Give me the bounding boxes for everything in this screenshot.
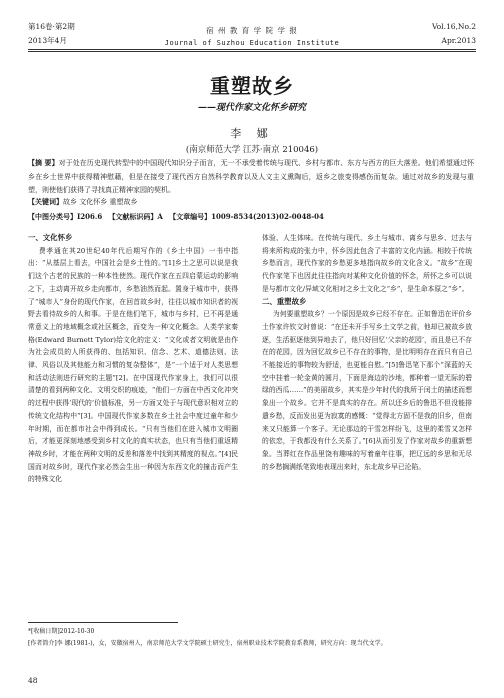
header-rule	[28, 49, 476, 50]
paragraph: 费孝通在其20世纪40年代后期写作的《乡土中国》一书中指出：“从基层上看去，中国社会是乡土性的。”[1]乡土之思可以说是我们这个古老的民族的一种本性使然。现代作家在五四启蒙运动的影响之下，主动离开故乡走向都市，乡愁油然而起。置身于城市中，获得了“城市人”身份的现代作家，在回首故乡时，往往以城市知识者的视野去看待故乡的人和事。于是在他们笔下，城市与乡村，已不再是通常意义上的地域概念或社区概念，而变为一种文化概念。人类学家秦格(Edward Burnett Tylor)给文化的定义：“文化或者文明就是由作为社会成员的人所获得的、包括知识、信念、艺术、道德法则、法律、风俗以及其他能力和习惯的复杂整体”，是“一个适于对人类思想和活动法则进行研究的主题”[2]。在中国现代作家身上，我们可以很清楚的看到两种文化、文明交织的痕迹，“他们一方面在中西文化冲突的过程中获得‘现代的’价值标准，另一方面又处于与现代意识相对立的传统文化结构中”[3]。中国现代作家多数在乡土社会中度过童年和少年时期，而在都市社会中得到成长。“只有当他们在进入城市文明圈后，才能更深刻地感受到乡村文化的真实状态，也只有当他们重返精神故乡时，才能在两种文明的反差和落差中找到其精度的视点。”[4]民国而对故乡时，现代作家必然会生出一种因为东西文化的撞击而产生的特殊文化	[28, 246, 238, 484]
abstract-label: 【摘 要】	[28, 158, 59, 167]
keywords-label: 【关键词】	[28, 197, 63, 206]
clc-number: 【中图分类号】I206.6	[28, 212, 103, 221]
paragraph: 为何要重塑故乡？一个原因是故乡已经不存在。正如鲁迅在评价乡土作家许钦文时曾说：“在还未开手写乡土文学之前，他却已被故乡放逐，生活驱逐他到异地去了，他只好回忆‘父亲的花园’，而且是已不存在的花园，因为回忆故乡已不存在的事物，是比明明存在而只有自己不能接近的事物较为舒适，也更能自慰。”[5]鲁迅笔下那个“深蓝的天空中挂着一轮金黄的圆月，下面是海边的沙地，都种着一望无际的碧绿的西瓜……”的美丽故乡，其实是少年时代的我所于闰土的描述而想象出一个故乡。它并不是真实的存在。所以还乡后的鲁迅不但没能排遣乡愁，反而发出更为寂寞的感慨：“觉得北方固不是我的旧乡，但南来又只能算一个客子。无论那边的干雪怎样纷飞，这里的柔雪又怎样的依恋，于我都没有什么关系了。”[6]从而引发了作家对故乡的重新想象。当葬红在作品里饶有趣味的写着童年往事，把辽远的乡思和无尽的乡愁搁满纸笔致地表现出来时，东北故乡早已沦陷。	[262, 310, 472, 471]
keywords-text: 故乡 文化怀乡 重塑故乡	[63, 198, 138, 206]
article-subtitle: ——现代作家文化怀乡研究	[197, 103, 306, 113]
abstract	[28, 156, 474, 198]
journal-name-cn: 宿 州 教 育 学 院 学 报	[206, 26, 298, 35]
footnote-rule	[28, 622, 178, 623]
volume-label: Vol.16,No.2	[431, 22, 476, 31]
classification	[28, 210, 474, 224]
abstract-text: 对于处在历史现代转型中的中国现代知识分子而言，无一不承受着传统与现代、乡村与都市、东方与西方的巨大落差。他们希望通过怀乡在乡土世界中获得精神慰藉，但是在接受了现代西方自然科学教育以及人文主义熏陶后，返乡之旅变得感伤而复杂。通过对故乡的发现与重塑，则使他们获得了寻找真正精神家园的契机。	[28, 159, 474, 194]
date-label: 2013年4月	[28, 36, 67, 45]
right-column	[262, 232, 472, 473]
section-heading-2: 二、重塑故乡	[262, 296, 307, 306]
keywords	[28, 195, 474, 209]
left-column	[28, 232, 238, 486]
doc-code: 【文献标识码】A	[108, 212, 163, 221]
article-title: 重塑故乡	[210, 74, 294, 98]
journal-name-en: Journal of Suzhou Education Institute	[164, 39, 340, 47]
footnote-received: *[收稿日期]2012-10-30	[28, 628, 95, 635]
paragraph: 体验、人生体味。在传统与现代、乡土与城市、离乡与思乡、过去与将来所构成的张力中，怀乡因此包含了丰富的文化内涵。相较于传统乡愁而言，现代作家的乡愁更多地指向故乡的文化含义。“故乡”在现代作家笔下也因此往往指向对某种文化价值的怀念，所怀之乡可以说是与都市文化/异域文化相对之乡土文化之“乡”，是生命本原之“乡”。	[262, 234, 472, 293]
issue-label: 第16卷·第2期	[28, 22, 75, 31]
footnote-bio: [作者简介]李 娜(1981-)，女，安徽宿州人，南京师范大学文学院硕士研究生，宿州职业技术学院教育系教师，研究方向：现当代文学。	[28, 640, 387, 647]
article-number: 【文章编号】1009-8534(2013)02-0048-04	[169, 212, 324, 221]
author-name: 李 娜	[230, 127, 274, 140]
date-en-label: Apr.2013	[441, 36, 476, 45]
author-affiliation: (南京师范大学 江苏·南京 210046)	[185, 145, 319, 155]
section-heading-1: 一、文化怀乡	[28, 233, 73, 242]
page-number: 48	[28, 676, 38, 685]
